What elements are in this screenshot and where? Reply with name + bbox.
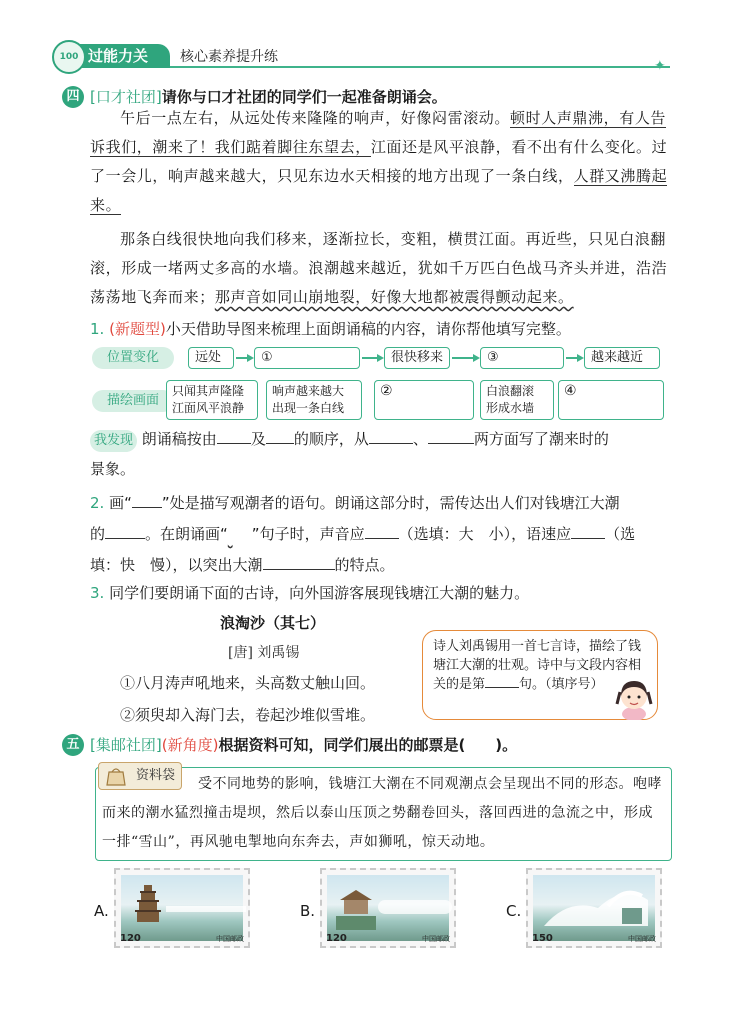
option-c-label: C. <box>506 902 522 920</box>
discover-line <box>90 424 675 484</box>
question-2 <box>90 488 675 581</box>
row-label-picture: 描绘画面 <box>92 390 174 412</box>
poem-author: [唐] 刘禹锡 <box>228 645 300 661</box>
poem-line-1: ①八月涛声吼地来，头高数丈触山回。 <box>120 674 376 692</box>
header-logo: 100 <box>52 40 86 74</box>
rolling-wave-icon <box>538 878 654 934</box>
question-text: 的 <box>90 525 106 543</box>
question-tag: (新题型) <box>109 320 166 338</box>
pagoda-icon <box>128 880 168 930</box>
discover-label: 我发现 <box>90 430 137 452</box>
callout-text: 句。（填序号） <box>519 677 604 692</box>
wavy-sentence: 那声音如同山崩地裂，好像大地都被震得颤动起来。 <box>214 288 574 306</box>
wavy-mark <box>228 519 252 550</box>
picture-box: 响声越来越大 出现一条白线 <box>266 380 362 420</box>
question-text: （选 <box>605 525 636 543</box>
reference-text: 受不同地势的影响，钱塘江大潮在不同观潮点会呈现出不同的形态。咆哮而来的潮水猛烈撞击堤坝，然后以泰山压顶之势翻卷回头，落回西进的急流之中，形成一排“雪山”，再风驰电掣地向东奔去，声如狮吼，惊天动地。 <box>102 776 662 850</box>
picture-blank-2[interactable]: ② <box>374 380 474 420</box>
header-badge: 过能力关 <box>62 44 170 68</box>
observer-sentence: 顿时人声鼎沸，有人告诉我们，潮来了！我们踮着脚往东望去， <box>90 109 667 156</box>
picture-box: 白浪翻滚 形成水墙 <box>480 380 554 420</box>
passage-paragraph-1 <box>90 104 670 220</box>
position-box: 越来越近 <box>584 347 660 369</box>
option-a-label: A. <box>94 902 109 920</box>
question-text: 填：快 慢），以突出大潮 <box>90 556 263 574</box>
question-text: （选填：大 小），语速应 <box>398 525 572 543</box>
poem-line-2: ②须臾却入海门去，卷起沙堆似雪堆。 <box>120 706 376 724</box>
header-subtitle: 核心素养提升练 <box>180 49 278 65</box>
answer-blank[interactable] <box>365 524 399 539</box>
passage-text: 那条白线很快地向我们移来，逐渐拉长，变粗，横贯江面。再近些，只见白浪翻滚，形成一堵两丈多高的水墙。浪潮越来越近，犹如千万匹白色战马齐头并进，浩浩荡荡地飞奔而来； <box>90 230 668 306</box>
question-text: 。在朗诵画“ <box>145 525 228 543</box>
wave-crest <box>378 900 452 914</box>
section-number-5: 五 <box>62 734 84 756</box>
question-text: 的特点。 <box>334 556 395 574</box>
stamp-country: 中国邮政 <box>216 935 244 943</box>
club-label: [口才社团] <box>90 88 162 106</box>
question-text: 小天借助导图来梳理上面朗诵稿的内容，请你帮他填写完整。 <box>165 320 571 338</box>
answer-blank[interactable] <box>571 524 605 539</box>
answer-blank[interactable] <box>263 555 335 570</box>
section-5-title: 根据资料可知，同学们展出的邮票是( )。 <box>218 736 518 754</box>
star-icon: ✦ <box>654 58 666 74</box>
arrow <box>566 357 582 359</box>
discover-text: 景象。 <box>90 460 136 478</box>
answer-blank <box>132 493 162 508</box>
answer-blank[interactable] <box>428 429 474 444</box>
poem-title: 浪淘沙（其七） <box>220 614 326 632</box>
question-text: ”句子时，声音应 <box>251 525 365 543</box>
question-text: ”处是描写观潮者的语句。朗诵这部分时，需传达出人们对钱塘江大潮 <box>161 494 620 512</box>
girl-avatar <box>614 676 654 720</box>
discover-text: 两方面写了潮来时的 <box>473 430 609 448</box>
question-number: 2. <box>90 494 105 512</box>
section-4-title: 请你与口才社团的同学们一起准备朗诵会。 <box>161 88 447 106</box>
option-b-label: B. <box>300 902 316 920</box>
discover-text: 、 <box>412 430 428 448</box>
answer-blank[interactable] <box>105 524 145 539</box>
tide-line <box>166 906 246 912</box>
section-5-heading <box>90 734 517 756</box>
row-label-position: 位置变化 <box>92 347 174 369</box>
position-box: 远处 <box>188 347 234 369</box>
picture-blank-4[interactable]: ④ <box>558 380 664 420</box>
discover-text: 朗诵稿按由 <box>141 430 217 448</box>
arrow <box>452 357 478 359</box>
picture-box: 只闻其声隆隆 江面风平浪静 <box>166 380 258 420</box>
question-number: 1. <box>90 320 105 338</box>
passage-text: 午后一点左右，从远处传来隆隆的响声，好像闷雷滚动。 <box>120 109 511 127</box>
club-label: [集邮社团] <box>90 736 162 754</box>
section-number-4: 四 <box>62 86 84 108</box>
question-text: 画“ <box>109 494 132 512</box>
arrow <box>362 357 382 359</box>
question-1 <box>90 314 675 344</box>
discover-text: 的顺序，从 <box>293 430 369 448</box>
position-box: 很快移来 <box>384 347 450 369</box>
stamp-value: 120 <box>120 933 141 944</box>
answer-blank[interactable] <box>217 429 251 444</box>
question-tag: (新角度) <box>161 736 219 754</box>
question-3 <box>90 578 675 608</box>
position-blank-3[interactable]: ③ <box>480 347 564 369</box>
answer-blank[interactable] <box>266 429 294 444</box>
stamp-value: 150 <box>532 933 553 944</box>
question-text: 同学们要朗诵下面的古诗，向外国游客展现钱塘江大潮的魅力。 <box>109 584 530 602</box>
arrow <box>236 357 252 359</box>
answer-blank[interactable] <box>485 675 519 688</box>
observer-sentence: 人群又沸腾起来。 <box>90 167 668 214</box>
passage-text: 江面还是风平浪静，看不出有什么变化。过了一会儿，响声越来越大，只见东边水天相接的地方出现了一条白线， <box>90 138 668 185</box>
passage-paragraph-2 <box>90 225 670 312</box>
callout-text: 诗人刘禹锡用一首七言诗，描绘了钱塘江大潮的壮观。诗中与文段内容相关的是第 <box>433 639 642 692</box>
position-blank-1[interactable]: ① <box>254 347 360 369</box>
stamp-option-c[interactable] <box>526 868 662 948</box>
discover-text: 及 <box>250 430 266 448</box>
pavilion-icon <box>336 886 376 930</box>
question-number: 3. <box>90 584 105 602</box>
stamp-value: 120 <box>326 933 347 944</box>
stamp-country: 中国邮政 <box>422 935 450 943</box>
stamp-country: 中国邮政 <box>628 935 656 943</box>
answer-blank[interactable] <box>369 429 413 444</box>
reference-label-text: 资料袋 <box>135 768 175 783</box>
stamp-option-a[interactable] <box>114 868 250 948</box>
stamp-option-b[interactable] <box>320 868 456 948</box>
